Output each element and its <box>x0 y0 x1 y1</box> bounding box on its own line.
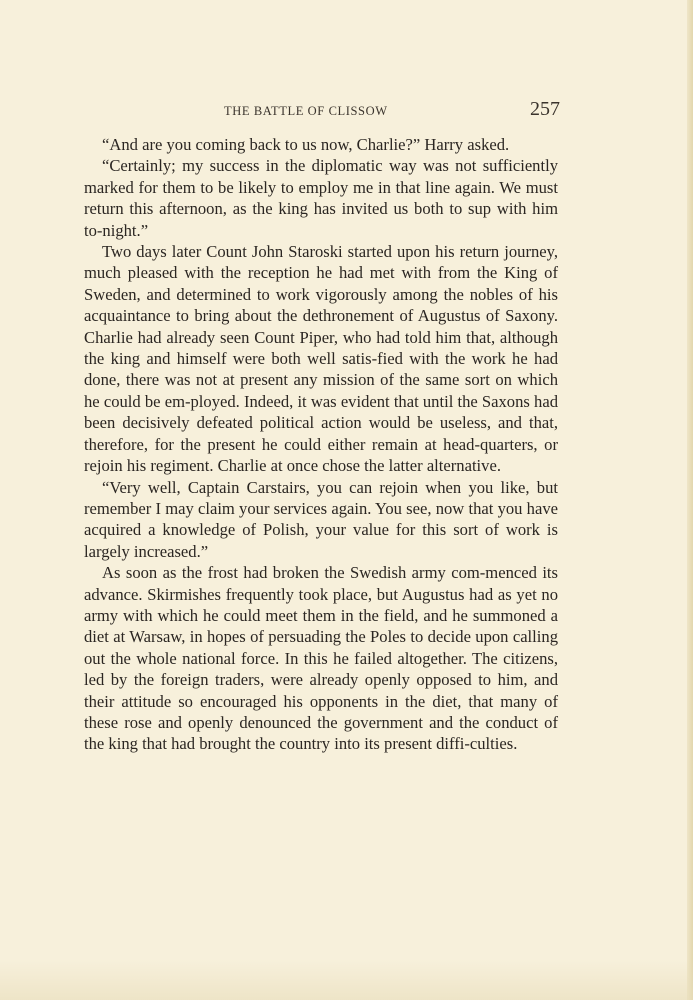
paragraph-3: Two days later Count John Staroski started upon his return journey, much pleased with the reception he had met with from the King of Sweden, and determined to work vigorously among the nobles of his acquaintance to bring about the dethronement of Augustus of Saxony. Charlie had already seen Count Piper, who had told him that, although the king and himself were both well satis-fied with the work he had done, there was not at present any mission of the same sort on which he could be em-ployed. Indeed, it was evident that until the Saxons had been decisively defeated political action would be useless, and that, therefore, for the present he could either remain at head-quarters, or rejoin his regiment. Charlie at once chose the latter alternative. <box>84 242 558 476</box>
page-number: 257 <box>530 98 560 120</box>
running-head <box>84 98 560 122</box>
body-text <box>84 134 558 755</box>
running-title: THE BATTLE OF CLISSOW <box>224 104 388 118</box>
page-edge <box>687 0 693 1000</box>
paragraph-2: “Certainly; my success in the diplomatic way was not sufficiently marked for them to be likely to employ me in that line again. We must return this afternoon, as the king has invited us both to sup with him to-night.” <box>84 156 558 240</box>
paragraph-1: “And are you coming back to us now, Charlie?” Harry asked. <box>102 135 510 154</box>
paragraph-5: As soon as the frost had broken the Swedish army com-menced its advance. Skirmishes frequently took place, but Augustus had as yet no army with which he could meet them in the field, and he summoned a diet at Warsaw, in hopes of persuading the Poles to decide upon calling out the whole national force. In this he failed altogether. The citizens, led by the foreign traders, were already openly opposed to him, and their attitude so encouraged his opponents in the diet, that many of these rose and openly denounced the government and the conduct of the king that had brought the country into its present diffi-culties. <box>84 563 558 754</box>
page-bottom-shade <box>0 960 693 1000</box>
paragraph-4: “Very well, Captain Carstairs, you can rejoin when you like, but remember I may claim your services again. You see, now that you have acquired a knowledge of Polish, your value for this sort of work is largely increased.” <box>84 477 558 561</box>
